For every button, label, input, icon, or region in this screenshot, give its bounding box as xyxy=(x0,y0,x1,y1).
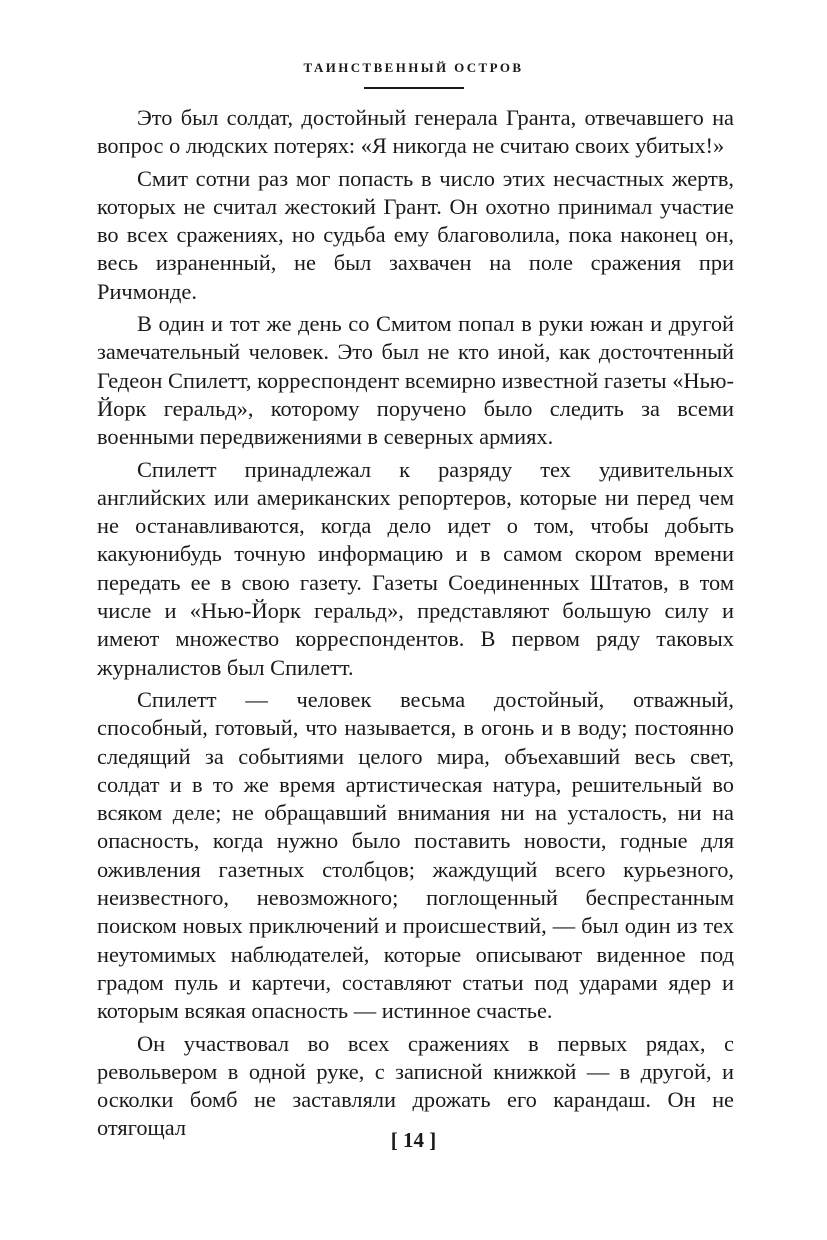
paragraph: Он участвовал во всех сражениях в первых рядах, с револьвером в одной руке, с записной книжкой — в другой, и осколки бомб не заставляли дрожать его карандаш. Он не отягощал xyxy=(97,1030,734,1141)
body-text xyxy=(97,104,734,1143)
header-rule xyxy=(364,87,464,89)
paragraph: Спилетт принадлежал к разряду тех удивительных английских или американских репортеров, которые ни перед чем не останавливаются, когда дело идет о том, чтобы добыть какуюнибудь точную информацию и в самом скором времени передать ее в свою газету. Газеты Соединенных Штатов, в том числе и «Нью-Йорк геральд», представляют большую силу и имеют множество корреспондентов. В первом ряду таковых журналистов был Спилетт. xyxy=(97,456,734,680)
paragraph: В один и тот же день со Смитом попал в руки южан и другой замечательный человек. Это был не кто иной, как досточтенный Гедеон Спилетт, корреспондент всемирно известной газеты «Нью-Йорк геральд», которому поручено было следить за всеми военными передвижениями в северных армиях. xyxy=(97,311,734,450)
paragraph: Спилетт — человек весьма достойный, отважный, способный, готовый, что называется, в огонь и в воду; постоянно следящий за событиями целого мира, объехавший весь свет, солдат и в то же время артистическая натура, решительный во всяком деле; не обращавший внимания ни на усталость, ни на опасность, когда нужно было поставить новости, годные для оживления газетных столбцов; жаждущий всего курьезного, неизвестного, невозможного; поглощенный беспрестанным поиском новых приключений и происшествий, — был один из тех неутомимых наблюдателей, которые описывают виденное под градом пуль и картечи, составляют статьи под ударами ядер и которым всякая опасность — истинное счастье. xyxy=(97,686,734,1024)
paragraph: Смит сотни раз мог попасть в число этих несчастных жертв, которых не считал жестокий Грант. Он охотно принимал участие во всех сражениях, но судьба ему благоволила, пока наконец он, весь израненный, не был захвачен на поле сражения при Ричмонде. xyxy=(97,165,734,304)
paragraph: Это был солдат, достойный генерала Гранта, отвечавшего на вопрос о людских потерях: «Я никогда не считаю своих убитых!» xyxy=(97,105,734,159)
running-title: ТАИНСТВЕННЫЙ ОСТРОВ xyxy=(303,60,524,75)
page-number: [ 14 ] xyxy=(390,1128,437,1152)
